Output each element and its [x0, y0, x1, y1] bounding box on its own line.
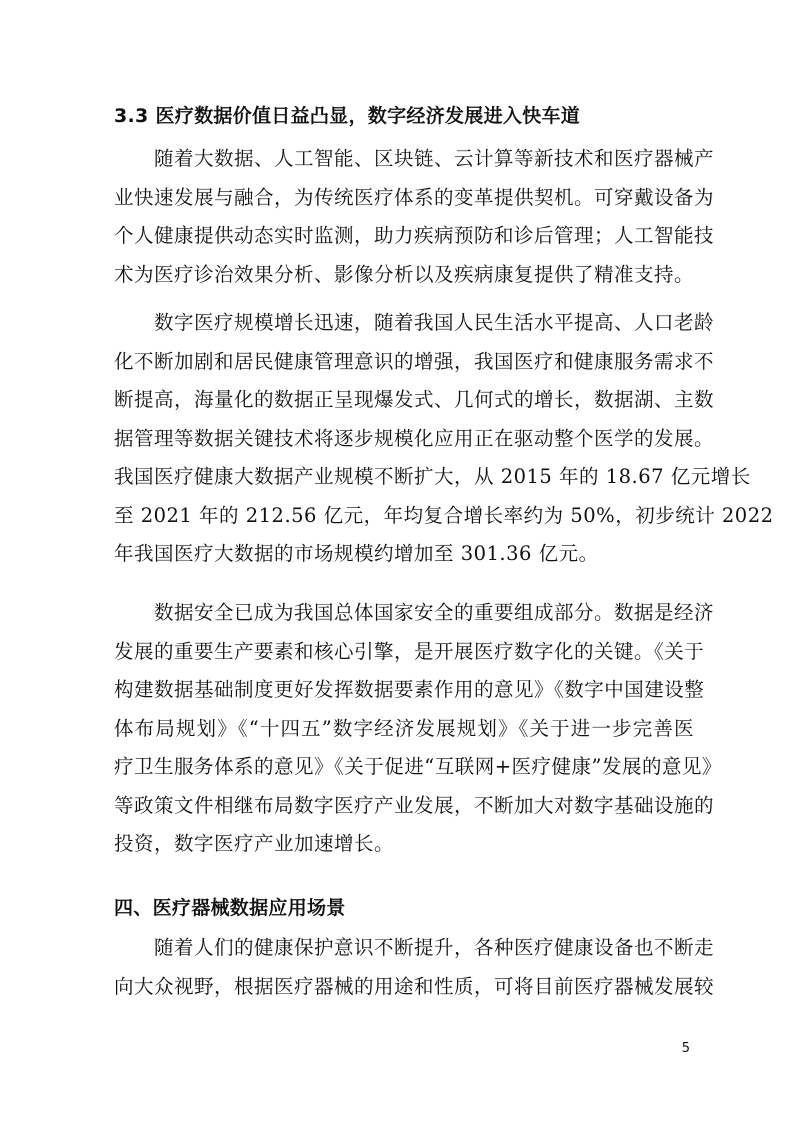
paragraph-line: 业快速发展与融合，为传统医疗体系的变革提供契机。可穿戴设备为: [114, 185, 715, 209]
paragraph-line: 年我国医疗大数据的市场规模约增加至 301.36 亿元。: [114, 542, 599, 565]
paragraph-3: [114, 594, 723, 864]
paragraph-line: 疗卫生服务体系的意见》《关于促进“互联网+医疗健康”发展的意见》: [114, 755, 723, 778]
paragraph-line: 随着大数据、人工智能、区块链、云计算等新技术和医疗器械产: [114, 147, 715, 170]
paragraph-1: [114, 140, 715, 294]
paragraph-line: 随着人们的健康保护意识不断提升，各种医疗健康设备也不断走: [114, 936, 715, 959]
paragraph-line: 至 2021 年的 212.56 亿元，年均复合增长率约为 50%，初步统计 2022: [114, 503, 774, 527]
paragraph-line: 术为医疗诊治效果分析、影像分析以及疾病康复提供了精准支持。: [114, 262, 695, 286]
section-heading: 3.3 医疗数据价值日益凸显，数字经济发展进入快车道: [114, 105, 581, 127]
chapter-heading: 四、医疗器械数据应用场景: [114, 897, 346, 919]
paragraph-line: 向大众视野，根据医疗器械的用途和性质，可将目前医疗器械发展较: [114, 974, 715, 998]
paragraph-line: 个人健康提供动态实时监测，助力疾病预防和诊后管理；人工智能技: [114, 224, 715, 247]
page-number: 5: [681, 1041, 690, 1056]
paragraph-4: [114, 929, 715, 1006]
paragraph-line: 数字医疗规模增长迅速，随着我国人民生活水平提高、人口老龄: [114, 311, 715, 334]
paragraph-line: 我国医疗健康大数据产业规模不断扩大，从 2015 年的 18.67 亿元增长: [114, 465, 751, 488]
paragraph-line: 等政策文件相继布局数字医疗产业发展，不断加大对数字基础设施的: [114, 793, 715, 817]
paragraph-line: 数据安全已成为我国总体国家安全的重要组成部分。数据是经济: [114, 601, 715, 624]
paragraph-line: 断提高，海量化的数据正呈现爆发式、几何式的增长，数据湖、主数: [114, 388, 715, 411]
paragraph-line: 据管理等数据关键技术将逐步规模化应用正在驱动整个医学的发展。: [114, 426, 715, 450]
paragraph-line: 投资，数字医疗产业加速增长。: [114, 832, 395, 855]
paragraph-line: 化不断加剧和居民健康管理意识的增强，我国医疗和健康服务需求不: [114, 349, 715, 373]
paragraph-2: [114, 304, 774, 574]
paragraph-line: 构建数据基础制度更好发挥数据要素作用的意见》《数字中国建设整: [114, 678, 705, 701]
paragraph-line: 发展的重要生产要素和核心引擎，是开展医疗数字化的关键。《关于: [114, 639, 705, 663]
paragraph-line: 体布局规划》《“十四五”数字经济发展规划》《关于进一步完善医: [114, 716, 694, 740]
